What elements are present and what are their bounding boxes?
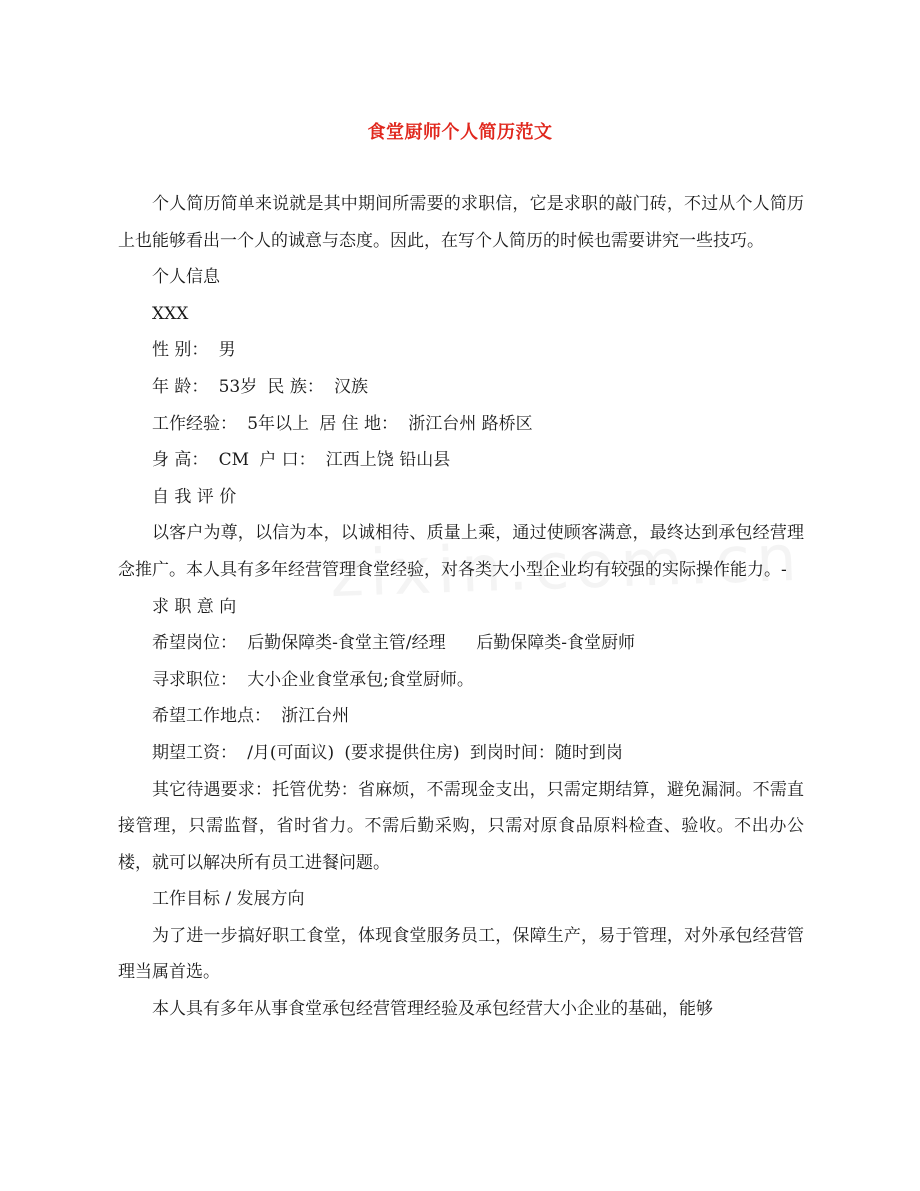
housing-value: (要求提供住房) <box>344 742 460 763</box>
name-line: XXX <box>152 303 189 324</box>
seek-value: 大小企业食堂承包;食堂厨师。 <box>247 669 474 690</box>
residence-value: 浙江台州 路桥区 <box>408 413 533 434</box>
gender-label: 性 别： <box>152 340 209 361</box>
document-title: 食堂厨师个人简历范文 <box>367 122 553 143</box>
residence-label: 居 住 地： <box>319 413 399 434</box>
gender-line <box>118 332 804 369</box>
arrival-value: 随时到岗 <box>554 742 623 763</box>
position-line <box>118 625 804 662</box>
height-label: 身 高： <box>152 450 209 471</box>
personal-info-heading: 个人信息 <box>152 267 220 288</box>
seek-label: 寻求职位： <box>152 669 237 690</box>
experience-value: 5年以上 <box>247 413 310 434</box>
age-ethnic-line <box>118 369 804 406</box>
height-hukou-line <box>118 442 804 479</box>
goal-paragraph-2: 本人具有多年从事食堂承包经营管理经验及承包经营大小企业的基础，能够 <box>152 999 713 1020</box>
gender-value: 男 <box>218 340 236 361</box>
salary-value: /月(可面议) <box>247 742 335 763</box>
ethnic-value: 汉族 <box>334 376 369 397</box>
arrival-label: 到岗时间： <box>469 742 555 763</box>
ethnic-label: 民 族： <box>267 376 324 397</box>
hukou-value: 江西上饶 铅山县 <box>325 450 451 471</box>
intention-heading: 求 职 意 向 <box>152 596 237 617</box>
salary-line <box>118 735 804 772</box>
hukou-label: 户 口： <box>259 450 316 471</box>
location-value: 浙江台州 <box>281 706 350 727</box>
self-eval-heading: 自 我 评 价 <box>152 486 237 507</box>
experience-label: 工作经验： <box>152 413 237 434</box>
age-value: 53岁 <box>218 376 258 397</box>
seek-line <box>118 662 804 699</box>
document-body <box>118 186 804 1028</box>
other-benefits-paragraph: 其它待遇要求：托管优势：省麻烦，不需现金支出，只需定期结算，避免漏洞。不需直接管理，只需监督，省时省力。不需后勤采购，只需对原食品原料检查、验收。不出办公楼，就可以解决所有员工进餐问题。 <box>118 779 804 873</box>
goal-paragraph-1: 为了进一步搞好职工食堂，体现食堂服务员工，保障生产，易于管理，对外承包经营管理当属首选。 <box>118 925 804 983</box>
intro-paragraph: 个人简历简单来说就是其中期间所需要的求职信，它是求职的敲门砖，不过从个人简历上也能够看出一个人的诚意与态度。因此，在写个人简历的时候也需要讲究一些技巧。 <box>118 194 804 251</box>
goal-heading: 工作目标 / 发展方向 <box>152 889 305 910</box>
location-line <box>118 698 804 735</box>
age-label: 年 龄： <box>152 376 209 397</box>
experience-residence-line <box>118 406 804 443</box>
location-label: 希望工作地点： <box>152 706 271 727</box>
salary-label: 期望工资： <box>152 742 237 763</box>
position-value-2: 后勤保障类-食堂厨师 <box>476 633 636 654</box>
position-value-1: 后勤保障类-食堂主管/经理 <box>247 633 446 654</box>
height-value: CM <box>218 450 250 471</box>
self-eval-paragraph: 以客户为尊，以信为本，以诚相待、质量上乘，通过使顾客满意，最终达到承包经营理念推广。本人具有多年经营管理食堂经验，对各类大小型企业均有较强的实际操作能力。- <box>118 523 804 580</box>
position-label: 希望岗位： <box>152 633 237 654</box>
